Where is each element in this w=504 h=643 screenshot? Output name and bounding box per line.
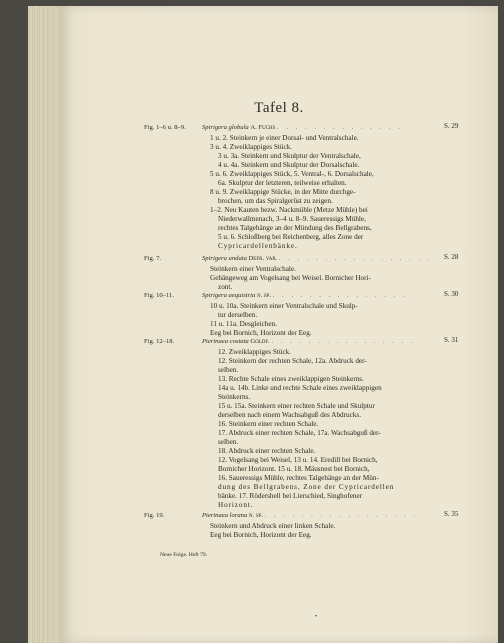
- species-author: n. sp.: [248, 512, 264, 519]
- entry-line: Eeg bei Bornich, Horizont der Eeg.: [210, 531, 312, 539]
- page-mark: •: [315, 614, 318, 620]
- entry-line: 4 u. 4a. Steinkern und Skulptur der Dorsalschale.: [218, 161, 360, 169]
- series-footer: Neue Folge. Heft 79.: [160, 552, 208, 558]
- entry-line: selben.: [218, 366, 239, 374]
- species-heading: [202, 255, 432, 262]
- species-heading: [202, 124, 403, 131]
- entry-line: bänke. 17. Rödershell bei Lierschied, Singhofener: [218, 492, 363, 500]
- page-reference: S. 35: [444, 510, 459, 518]
- species-name: Pterinaea lorana: [202, 512, 248, 519]
- entry-line: 5 u. 6. Zweiklappiges Stück, 5. Ventral-, 6. Dorsalschale,: [210, 170, 374, 178]
- entry-line: Horizont.: [218, 501, 254, 509]
- page-reference: S. 29: [444, 122, 459, 130]
- species-author: Defr. var.: [248, 255, 278, 262]
- entry-line: zont.: [218, 283, 233, 291]
- entry-line: selben.: [218, 438, 239, 446]
- page-reference: S. 31: [444, 336, 459, 344]
- entry-line: 10 u. 10a. Steinkern einer Ventralschale und Skulp-: [210, 302, 358, 310]
- page-reference: S. 28: [444, 253, 459, 261]
- species-name: Pterinaea costata: [202, 338, 249, 345]
- entry-line: 8 u. 9. Zweiklappige Stücke, in der Mitte durchge-: [210, 188, 356, 196]
- species-author: n. sp.: [256, 292, 272, 299]
- leader-dots: . . . . . . . . . . . . . . . .: [271, 338, 416, 345]
- entry-line: Steinkern und Abdruck einer linken Schale.: [210, 522, 336, 530]
- leader-dots: . . . . . . . . . . . . . . .: [272, 292, 408, 299]
- entry-line: 16. Steinkern einer rechten Schale.: [218, 420, 319, 428]
- entry-line: brochen, um das Spiralgerüst zu zeigen.: [218, 197, 333, 205]
- figure-number: Fig. 19.: [144, 512, 165, 519]
- entry-line: 1–2. Neu Kauten bezw. Nackmühle (Metze Mühle) bei: [210, 206, 368, 214]
- figure-number: Fig. 12–18.: [144, 338, 175, 345]
- entry-line: 5 u. 6. Schloßberg bei Reichenberg, alles Zone der: [218, 233, 364, 241]
- species-name: Spirigera aequistria: [202, 292, 256, 299]
- species-name: Spirigera undata: [202, 255, 247, 262]
- species-heading: [202, 512, 418, 519]
- entry-line: Niederwallmenach, 3–4 u. 8–9. Saueressigs Mühle,: [218, 215, 366, 223]
- entry-line: 3 u. 4. Zweiklappiges Stück.: [210, 143, 293, 151]
- book-page-edges: [28, 6, 62, 643]
- species-author: Goldf.: [250, 338, 270, 345]
- entry-line: 14a u. 14b. Linke und rechte Schale eines zweiklappigen: [218, 384, 382, 392]
- entry-line: 6a. Skulptur der letzteren, teilweise erhalten.: [218, 179, 347, 187]
- figure-number: Fig. 1–6 u. 8–9.: [144, 124, 186, 131]
- entry-line: Cypricardellenbänke.: [218, 242, 298, 250]
- entry-line: 12. Zweiklappiges Stück.: [218, 348, 292, 356]
- figure-number: Fig. 10–11.: [144, 292, 174, 299]
- entry-line: 3 u. 3a. Steinkern und Skulptur der Ventralschale,: [218, 152, 361, 160]
- entry-line: tur derselben.: [218, 311, 258, 319]
- entry-line: 17. Abdruck einer rechten Schale, 17a. Wachsabguß der-: [218, 429, 381, 437]
- entry-line: 15 u. 15a. Steinkern einer rechten Schale und Skulptur: [218, 402, 375, 410]
- species-heading: [202, 292, 408, 299]
- entry-line: dung des Bellgrabens, Zone der Cypricardellen: [218, 483, 395, 491]
- entry-line: 16. Saueressigs Mühle, rechtes Talgehänge an der Mün-: [218, 474, 379, 482]
- leader-dots: . . . . . . . . . . . . . . . . .: [278, 255, 433, 262]
- entry-line: 12. Steinkern der rechten Schale, 12a. Abdruck der-: [218, 357, 367, 365]
- entry-line: 11 u. 11a. Desgleichen.: [210, 320, 277, 328]
- species-heading: [202, 338, 416, 345]
- entry-line: Eeg bei Bornich, Horizont der Eeg.: [210, 329, 312, 337]
- plate-title: Tafel 8.: [254, 100, 304, 116]
- entry-line: Gehängeweg am Vogelsang bei Weisel. Bornicher Hori-: [210, 274, 371, 282]
- entry-line: derselben nach einem Wachsabguß des Abdrucks.: [218, 411, 361, 419]
- species-author: A. Fuchs: [250, 124, 276, 131]
- leader-dots: . . . . . . . . . . . . . . . . .: [264, 512, 419, 519]
- entry-line: 13. Rechte Schale eines zweiklappigen Steinkerns.: [218, 375, 364, 383]
- entry-line: 1 u. 2. Steinkern je einer Dorsal- und Ventralschale.: [210, 134, 359, 142]
- entry-line: 12. Vogelsang bei Weisel, 13 u. 14. Eredill bei Bornich,: [218, 456, 378, 464]
- entry-line: 18. Abdruck einer rechten Schale.: [218, 447, 316, 455]
- document-page: [60, 6, 498, 643]
- figure-number: Fig. 7.: [144, 255, 162, 262]
- entry-line: Bornicher Horizont. 15 u. 18. Mäusnest bei Bornich,: [218, 465, 370, 473]
- leader-dots: . . . . . . . . . . . . . .: [277, 124, 403, 131]
- entry-line: Steinkerns.: [218, 393, 251, 401]
- page-reference: S. 30: [444, 290, 459, 298]
- entry-line: Steinkern einer Ventralschale.: [210, 265, 296, 273]
- entry-line: rechtes Talgehänge an der Mündung des Bellgrabens,: [218, 224, 372, 232]
- species-name: Spirigera globula: [202, 124, 249, 131]
